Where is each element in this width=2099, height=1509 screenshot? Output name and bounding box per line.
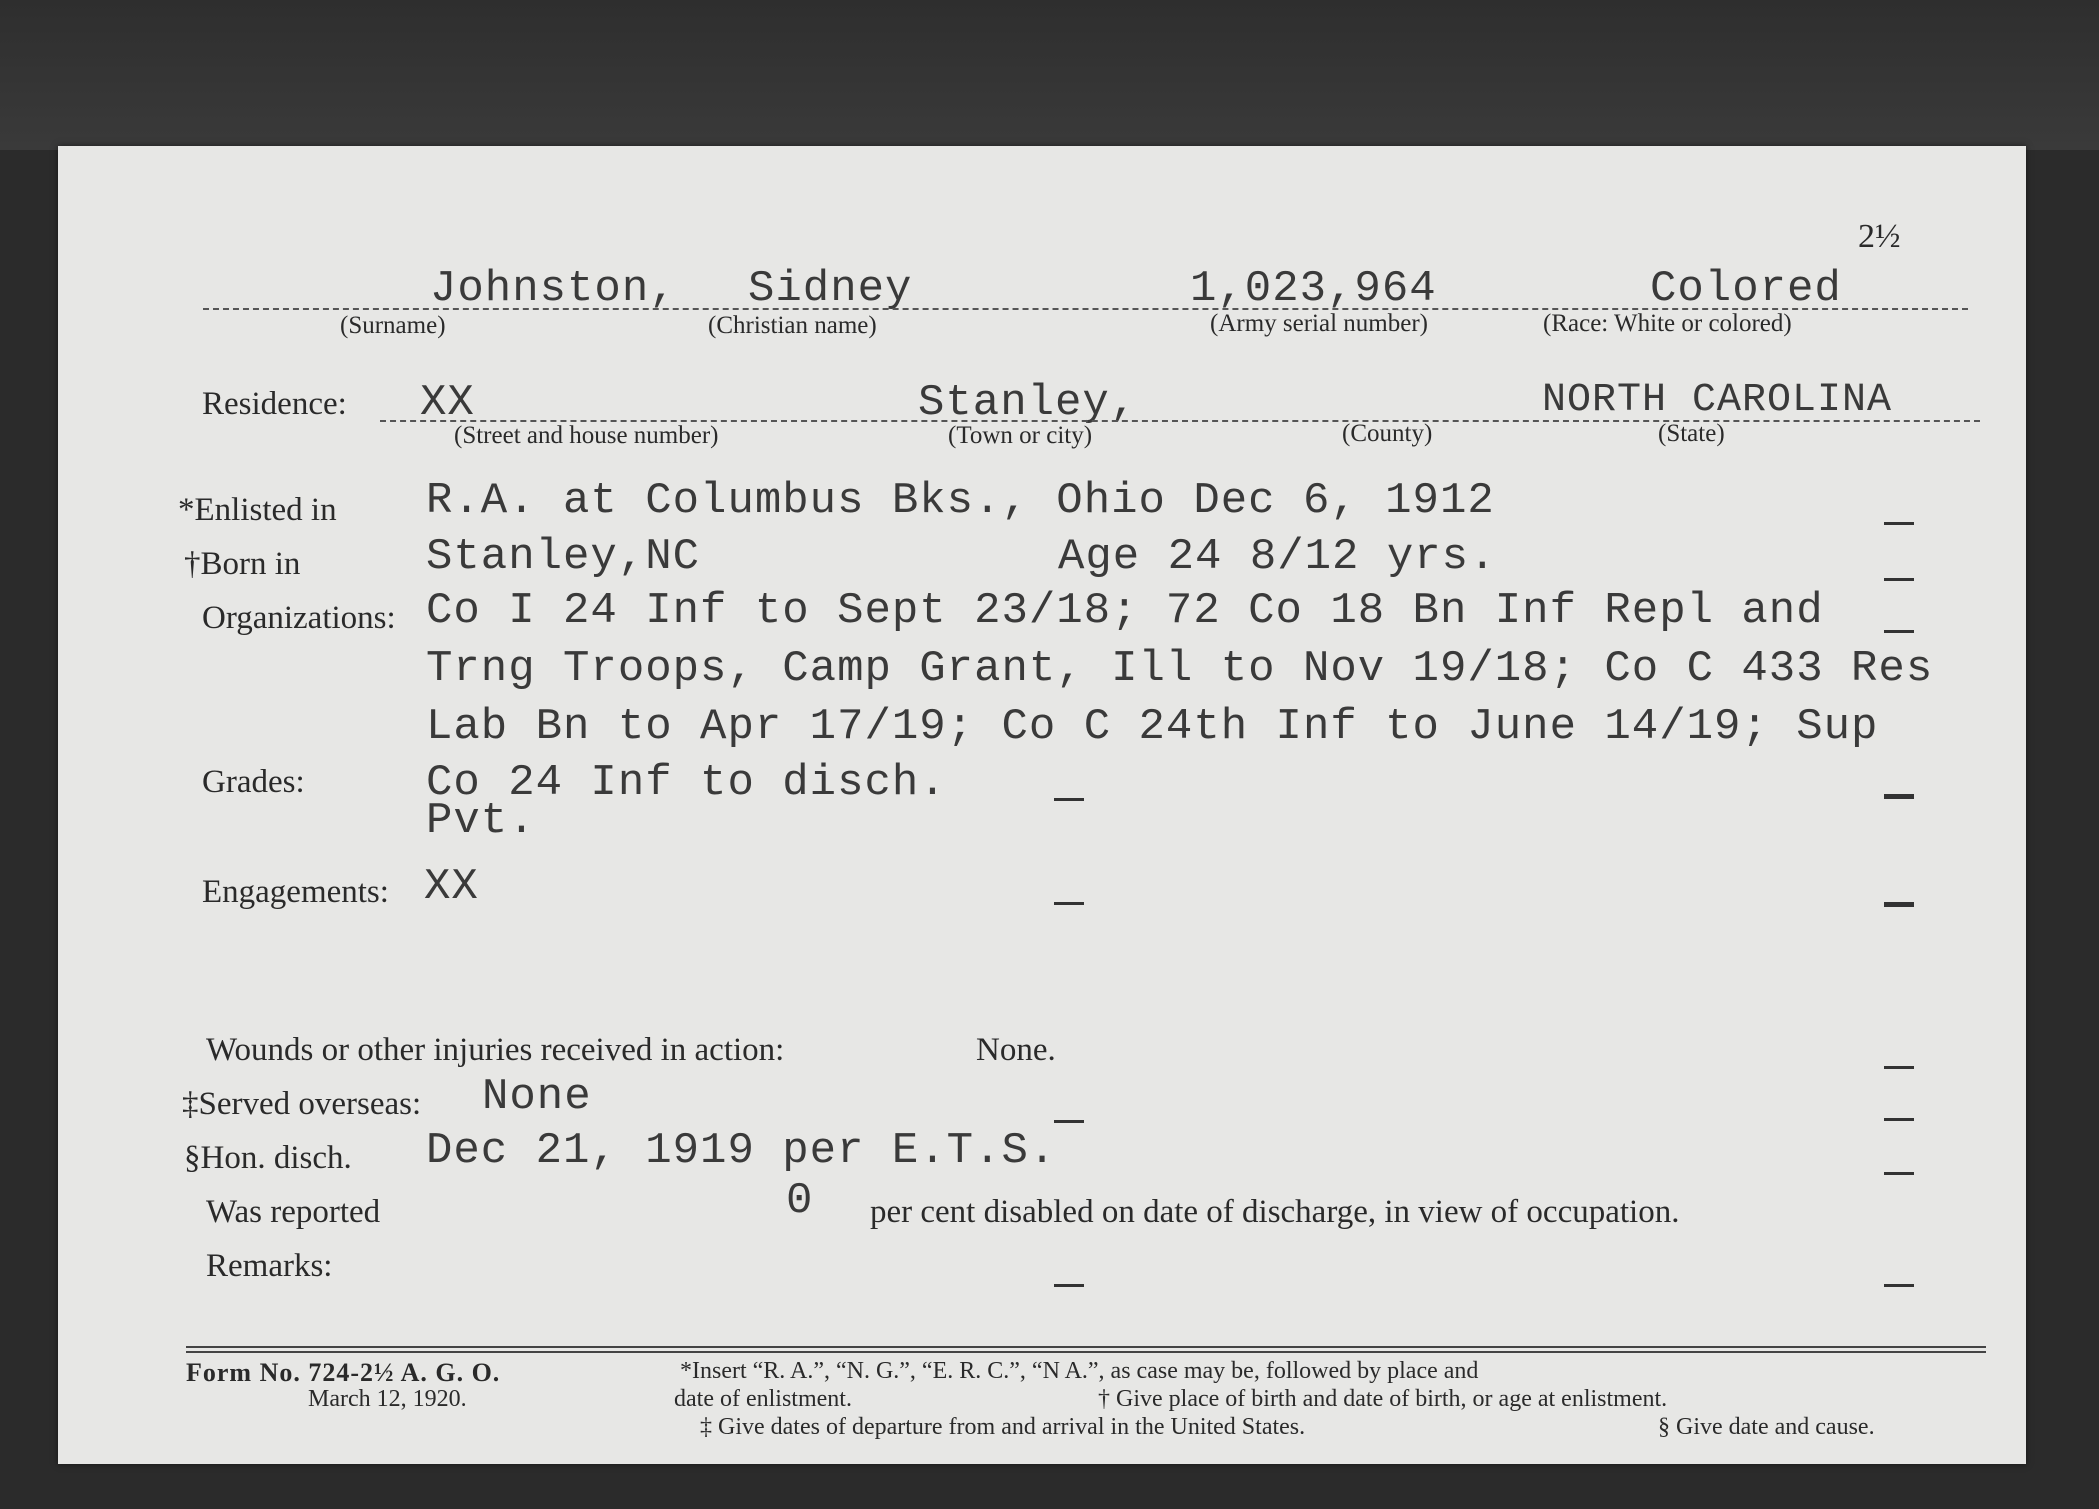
organizations-line-1: Co I 24 Inf to Sept 23/18; 72 Co 18 Bn Inf Repl and — [426, 586, 1824, 636]
dash-mark — [1884, 1118, 1914, 1121]
dash-mark — [1884, 1284, 1914, 1287]
dash-mark — [1884, 1066, 1914, 1069]
service-record-card — [58, 146, 2026, 1464]
organizations-line-2: Trng Troops, Camp Grant, Ill to Nov 19/18; Co C 433 Res — [426, 644, 1934, 694]
corner-number: 2½ — [1858, 218, 1901, 255]
caption-county: (County) — [1342, 420, 1433, 447]
born-label: †Born in — [184, 546, 301, 582]
residence-street-value: XX — [420, 378, 475, 428]
disability-percent-value: 0 — [786, 1176, 814, 1226]
grades-value: Pvt. — [426, 796, 536, 846]
enlisted-label: *Enlisted in — [178, 492, 337, 528]
dash-mark — [1884, 522, 1914, 525]
form-number: Form No. 724-2½ A. G. O. — [186, 1358, 501, 1387]
caption-state: (State) — [1658, 420, 1725, 447]
dash-mark — [1054, 1284, 1084, 1287]
served-overseas-label: ‡Served overseas: — [182, 1086, 422, 1122]
dash-mark — [1884, 578, 1914, 581]
served-overseas-value: None — [482, 1072, 592, 1122]
wounds-value: None. — [976, 1032, 1056, 1068]
footnote-overseas: ‡ Give dates of departure from and arrival in the United States. — [700, 1414, 1306, 1440]
residence-label: Residence: — [202, 386, 347, 422]
organizations-line-3: Lab Bn to Apr 17/19; Co C 24th Inf to June 14/19; Sup — [426, 702, 1879, 752]
born-place-value: Stanley,NC — [426, 532, 701, 582]
engagements-value: XX — [424, 862, 479, 912]
caption-race: (Race: White or colored) — [1543, 310, 1792, 337]
dash-mark — [1884, 794, 1914, 799]
caption-surname: (Surname) — [340, 312, 446, 339]
dash-mark — [1054, 1120, 1084, 1123]
organizations-line-4: Co 24 Inf to disch. — [426, 758, 947, 808]
engagements-label: Engagements: — [202, 874, 389, 910]
form-date: March 12, 1920. — [308, 1386, 467, 1412]
footnote-discharge: § Give date and cause. — [1658, 1414, 1875, 1440]
dash-mark — [1054, 902, 1084, 905]
christian-name-value: Sidney — [748, 264, 913, 314]
caption-town: (Town or city) — [948, 422, 1093, 449]
caption-street: (Street and house number) — [454, 422, 719, 449]
footer-rule — [186, 1346, 1986, 1348]
surname-value: Johnston, — [430, 264, 677, 314]
disability-text: per cent disabled on date of discharge, in view of occupation. — [870, 1194, 1680, 1230]
race-value: Colored — [1650, 264, 1842, 314]
caption-christian-name: (Christian name) — [708, 312, 877, 339]
discharge-label: §Hon. disch. — [184, 1140, 352, 1176]
footer-rule — [186, 1351, 1986, 1353]
caption-serial-number: (Army serial number) — [1210, 310, 1428, 337]
organizations-label: Organizations: — [202, 600, 396, 636]
footnote-born: † Give place of birth and date of birth, or age at enlistment. — [1098, 1386, 1668, 1412]
scan-background — [0, 0, 2099, 150]
residence-town-value: Stanley, — [918, 378, 1138, 428]
dash-mark — [1884, 1172, 1914, 1175]
enlisted-value: R.A. at Columbus Bks., Ohio Dec 6, 1912 — [426, 476, 1495, 526]
serial-number-value: 1,023,964 — [1190, 264, 1437, 314]
footnote-enlisted: *Insert “R. A.”, “N. G.”, “E. R. C.”, “N A.”, as case may be, followed by place and — [680, 1358, 1479, 1384]
grades-label: Grades: — [202, 764, 305, 800]
born-age-value: Age 24 8/12 yrs. — [1058, 532, 1497, 582]
footnote-enlisted-cont: date of enlistment. — [674, 1386, 852, 1412]
wounds-label: Wounds or other injuries received in action: — [206, 1032, 785, 1068]
residence-state-value: NORTH CAROLINA — [1542, 378, 1893, 423]
dash-mark — [1884, 902, 1914, 907]
dash-mark — [1884, 630, 1914, 633]
discharge-value: Dec 21, 1919 per E.T.S. — [426, 1126, 1057, 1176]
was-reported-label: Was reported — [206, 1194, 381, 1230]
dash-mark — [1054, 798, 1084, 801]
remarks-label: Remarks: — [206, 1248, 333, 1284]
